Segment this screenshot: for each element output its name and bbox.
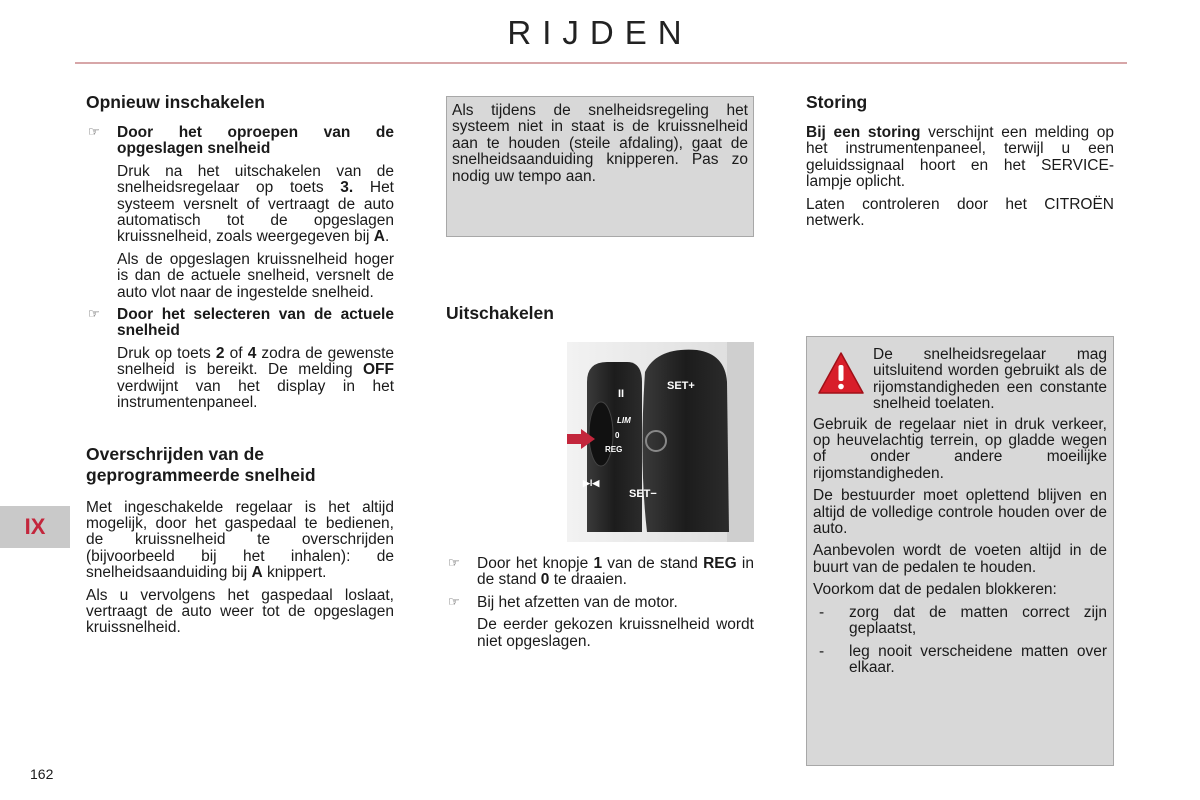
column-left (86, 92, 394, 637)
hand-pointer-icon: ☞ (88, 306, 100, 322)
zero-label: 0 (615, 431, 620, 440)
warning-header (813, 347, 1107, 413)
paragraph: Bij een storing verschijnt een melding op het instrumentenpaneel, terwijl u een geluidssignaal hoort en het SERVICE-lampje oplicht. (806, 124, 1115, 191)
resume-button-label[interactable]: ▶I◀ (583, 478, 600, 488)
speedometer-icon (645, 430, 667, 452)
paragraph: Als de opgeslagen kruissnelheid hoger is dan de actuele snelheid, versnelt de auto vlot naar de ingestelde snelheid. (117, 250, 394, 301)
bullet-recall-speed (86, 125, 394, 158)
section-title-deactivate: Uitschakelen (446, 303, 554, 323)
hand-pointer-icon: ☞ (88, 124, 100, 139)
bullet-title: Door het oproepen van de opgeslagen snelheid (117, 124, 394, 158)
bullet-title: Door het selecteren van de actuele snelheid (117, 306, 394, 340)
info-text: Als tijdens de snelheidsregeling het systeem niet in staat is de kruissnelheid aan te houden (steile afdaling), gaat de snelheidsaanduiding knipperen. Pas zo nodig uw tempo aan. (452, 102, 748, 185)
lim-label: LIM (617, 416, 631, 425)
hand-pointer-icon: ☞ (448, 593, 460, 609)
paragraph: Laten controleren door het CITROËN netwerk. (806, 195, 1114, 230)
dash-item: - zorg dat de matten correct zijn geplaatst, (819, 603, 1107, 638)
paragraph: Druk na het uitschakelen van de snelheidsregelaar op toets 3. Het systeem versnelt of vertraagt de auto automatisch tot de opgeslagen kruissnelheid, zoals weergegeven bij A. (117, 162, 394, 246)
pause-button-label[interactable]: II (618, 388, 625, 400)
paragraph: Met ingeschakelde regelaar is het altijd mogelijk, door het gaspedaal te bedienen, de kruissnelheid te overschrijden (bijvoorbeeld bij het inhalen): de snelheidsaanduiding bij A knippert. (86, 498, 394, 582)
warning-box (806, 336, 1114, 766)
cruise-control-lever-image (567, 342, 754, 542)
hand-pointer-icon: ☞ (448, 555, 460, 570)
bullet-turn-knob: ☞ Door het knopje 1 van de stand REG in de stand 0 te draaien. (448, 555, 754, 589)
warning-paragraph: De snelheidsregelaar mag uitsluitend worden gebruikt als de rijomstandigheden een constante snelheid toelaten. (873, 346, 1107, 413)
paragraph: De eerder gekozen kruissnelheid wordt niet opgeslagen. (477, 616, 754, 650)
info-box (446, 96, 754, 237)
section-title-override: Overschrijden van de geprogrammeerde snelheid (86, 443, 316, 485)
set-plus-button-label[interactable]: SET+ (667, 380, 695, 392)
page-number: 162 (30, 766, 54, 782)
page-title: RIJDEN (507, 14, 693, 51)
bullet-engine-off: ☞ Bij het afzetten van de motor. (448, 593, 678, 611)
paragraph: Als u vervolgens het gaspedaal loslaat, vertraagt de auto weer tot de opgeslagen kruissnelheid. (86, 586, 394, 637)
red-arrow-icon (567, 434, 581, 444)
set-minus-button-label[interactable]: SET− (629, 488, 657, 500)
section-title-fault: Storing (806, 92, 868, 112)
warning-paragraph: Gebruik de regelaar niet in druk verkeer, op heuvelachtig terrein, op gladde wegen of onder andere moeilijke rijomstandigheden. (813, 415, 1107, 482)
warning-paragraph: De bestuurder moet oplettend blijven en altijd de volledige controle houden over de auto. (813, 487, 1107, 538)
paragraph: Druk op toets 2 of 4 zodra de gewenste snelheid is bereikt. De melding OFF verdwijnt van het display in het instrumentenpaneel. (117, 344, 394, 412)
column-right (806, 92, 1114, 229)
bullet-current-speed (86, 307, 394, 340)
warning-triangle-icon (817, 351, 865, 395)
red-arrow-head-icon (581, 429, 595, 449)
warning-paragraph: Voorkom dat de pedalen blokkeren: (813, 581, 1057, 599)
chapter-tab[interactable]: IX (0, 506, 70, 548)
section-title-reactivate: Opnieuw inschakelen (86, 92, 265, 112)
deactivate-list (446, 556, 754, 650)
title-divider (75, 62, 1127, 64)
dash-item: - leg nooit verscheidene matten over elkaar. (819, 642, 1107, 676)
reg-label: REG (605, 445, 623, 454)
warning-paragraph: Aanbevolen wordt de voeten altijd in de buurt van de pedalen te houden. (813, 542, 1107, 576)
